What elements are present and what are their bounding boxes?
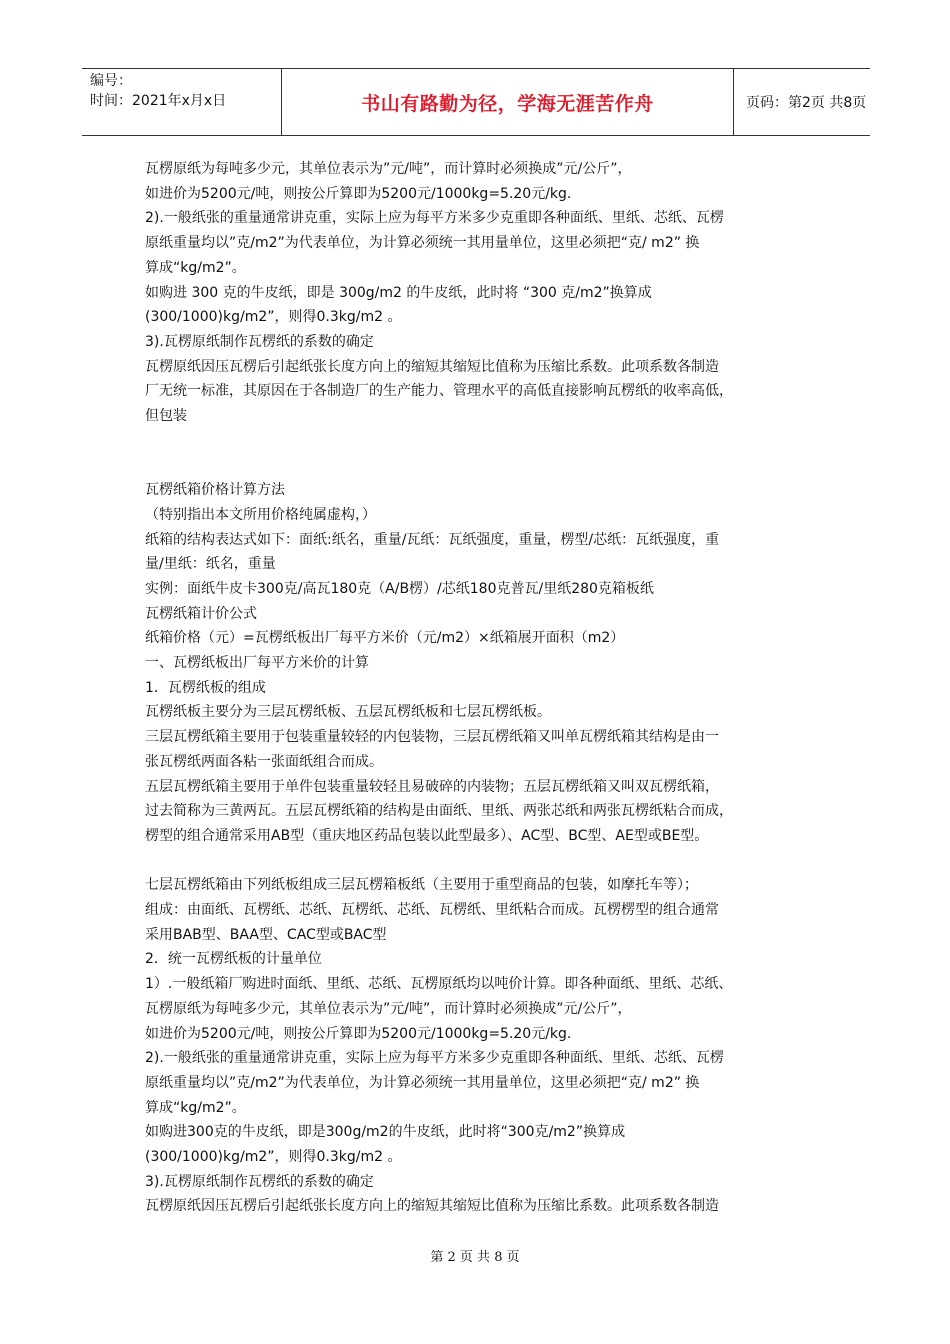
header-meta-cell [82, 69, 282, 135]
text-line: (300/1000)kg/m2”，则得0.3kg/m2 。 [145, 1149, 402, 1166]
text-line: 楞型的组合通常采用AB型（重庆地区药品包装以此型最多）、AC型、BC型、AE型或BE型。 [145, 827, 709, 844]
text-line: 瓦楞原纸因压瓦楞后引起纸张长度方向上的缩短其缩短比值称为压缩比系数。此项系数各制造 [145, 1198, 719, 1215]
text-line: 过去简称为三黄两瓦。五层瓦楞纸箱的结构是由面纸、里纸、两张芯纸和两张瓦楞纸粘合而成， [145, 803, 733, 820]
text-line: 一、瓦楞纸板出厂每平方米价的计算 [145, 655, 369, 672]
text-line: 2).一般纸张的重量通常讲克重，实际上应为每平方米多少克重即各种面纸、里纸、芯纸、瓦楞 [145, 1050, 724, 1067]
text-line: 五层瓦楞纸箱主要用于单件包装重量较轻且易破碎的内装物；五层瓦楞纸箱又叫双瓦楞纸箱， [145, 778, 719, 795]
text-line: 张瓦楞纸两面各粘一张面纸组合而成。 [145, 753, 383, 770]
text-line: 2).一般纸张的重量通常讲克重，实际上应为每平方米多少克重即各种面纸、里纸、芯纸、瓦楞 [145, 210, 724, 227]
text-line: 瓦楞纸箱计价公式 [145, 605, 257, 622]
text-line: 如购进300克的牛皮纸，即是300g/m2的牛皮纸，此时将“300克/m2”换算成 [145, 1124, 626, 1141]
text-line: 算成“kg/m2”。 [145, 259, 246, 276]
text-line: 3).瓦楞原纸制作瓦楞纸的系数的确定 [145, 333, 374, 350]
text-line: 3).瓦楞原纸制作瓦楞纸的系数的确定 [145, 1173, 374, 1190]
text-line: 1．瓦楞纸板的组成 [145, 679, 266, 696]
text-line: 七层瓦楞纸箱由下列纸板组成三层瓦楞箱板纸（主要用于重型商品的包装，如摩托车等）； [145, 877, 698, 894]
text-line: 量/里纸：纸名，重量 [145, 556, 276, 573]
text-line: 纸箱的结构表达式如下：面纸:纸名，重量/瓦纸：瓦纸强度，重量，楞型/芯纸：瓦纸强度，重 [145, 531, 720, 548]
text-line: 纸箱价格（元）=瓦楞纸板出厂每平方米价（元/m2）×纸箱展开面积（m2） [145, 630, 625, 647]
text-line: （特别指出本文所用价格纯属虚构，） [145, 506, 376, 523]
text-line [145, 429, 815, 454]
header-page-info: 页码：第2页 共8页 [746, 95, 867, 111]
text-line: (300/1000)kg/m2”，则得0.3kg/m2 。 [145, 309, 402, 326]
text-line: 瓦楞纸板主要分为三层瓦楞纸板、五层瓦楞纸板和七层瓦楞纸板。 [145, 704, 551, 721]
doc-date-label: 时间：2021年x月x日 [90, 93, 227, 109]
text-line [145, 453, 815, 478]
text-line: 瓦楞原纸为每吨多少元，其单位表示为”元/吨”，而计算时必须换成”元/公斤”， [145, 1000, 632, 1017]
text-line: 实例：面纸牛皮卡300克/高瓦180克（A/B楞）/芯纸180克普瓦/里纸280克箱板纸 [145, 580, 654, 597]
text-line: 如进价为5200元/吨，则按公斤算即为5200元/1000kg=5.20元/kg. [145, 185, 572, 202]
text-line: 但包装 [145, 408, 187, 425]
text-line: 算成“kg/m2”。 [145, 1099, 246, 1116]
text-line: 组成：由面纸、瓦楞纸、芯纸、瓦楞纸、芯纸、瓦楞纸、里纸粘合而成。瓦楞楞型的组合通常 [145, 902, 719, 919]
text-line: 如进价为5200元/吨，则按公斤算即为5200元/1000kg=5.20元/kg. [145, 1025, 572, 1042]
text-line [145, 849, 815, 874]
header-motto: 书山有路勤为径，学海无涯苦作舟 [282, 69, 734, 135]
text-line: 厂无统一标准，其原因在于各制造厂的生产能力、管理水平的高低直接影响瓦楞纸的收率高低， [145, 383, 733, 400]
text-line: 瓦楞纸箱价格计算方法 [145, 482, 285, 499]
text-line: 采用BAB型、BAA型、CAC型或BAC型 [145, 926, 387, 943]
document-body [145, 157, 815, 1219]
text-line: 1）.一般纸箱厂购进时面纸、里纸、芯纸、瓦楞原纸均以吨价计算。即各种面纸、里纸、芯纸、 [145, 976, 733, 993]
text-line: 原纸重量均以”克/m2”为代表单位，为计算必须统一其用量单位，这里必须把“克/ m2” 换 [145, 1074, 700, 1091]
page-footer: 第 2 页 共 8 页 [430, 1250, 520, 1265]
text-line: 瓦楞原纸因压瓦楞后引起纸张长度方向上的缩短其缩短比值称为压缩比系数。此项系数各制造 [145, 358, 719, 375]
doc-number-label: 编号： [90, 73, 132, 89]
text-line: 如购进 300 克的牛皮纸，即是 300g/m2 的牛皮纸，此时将 “300 克/m2”换算成 [145, 284, 652, 301]
text-line: 2．统一瓦楞纸板的计量单位 [145, 951, 322, 968]
text-line: 原纸重量均以”克/m2”为代表单位，为计算必须统一其用量单位，这里必须把“克/ m2” 换 [145, 235, 700, 252]
text-line: 瓦楞原纸为每吨多少元，其单位表示为”元/吨”，而计算时必须换成”元/公斤”， [145, 161, 632, 177]
page-header [82, 68, 870, 136]
text-line: 三层瓦楞纸箱主要用于包装重量较轻的内包装物，三层瓦楞纸箱又叫单瓦楞纸箱其结构是由一 [145, 729, 719, 746]
